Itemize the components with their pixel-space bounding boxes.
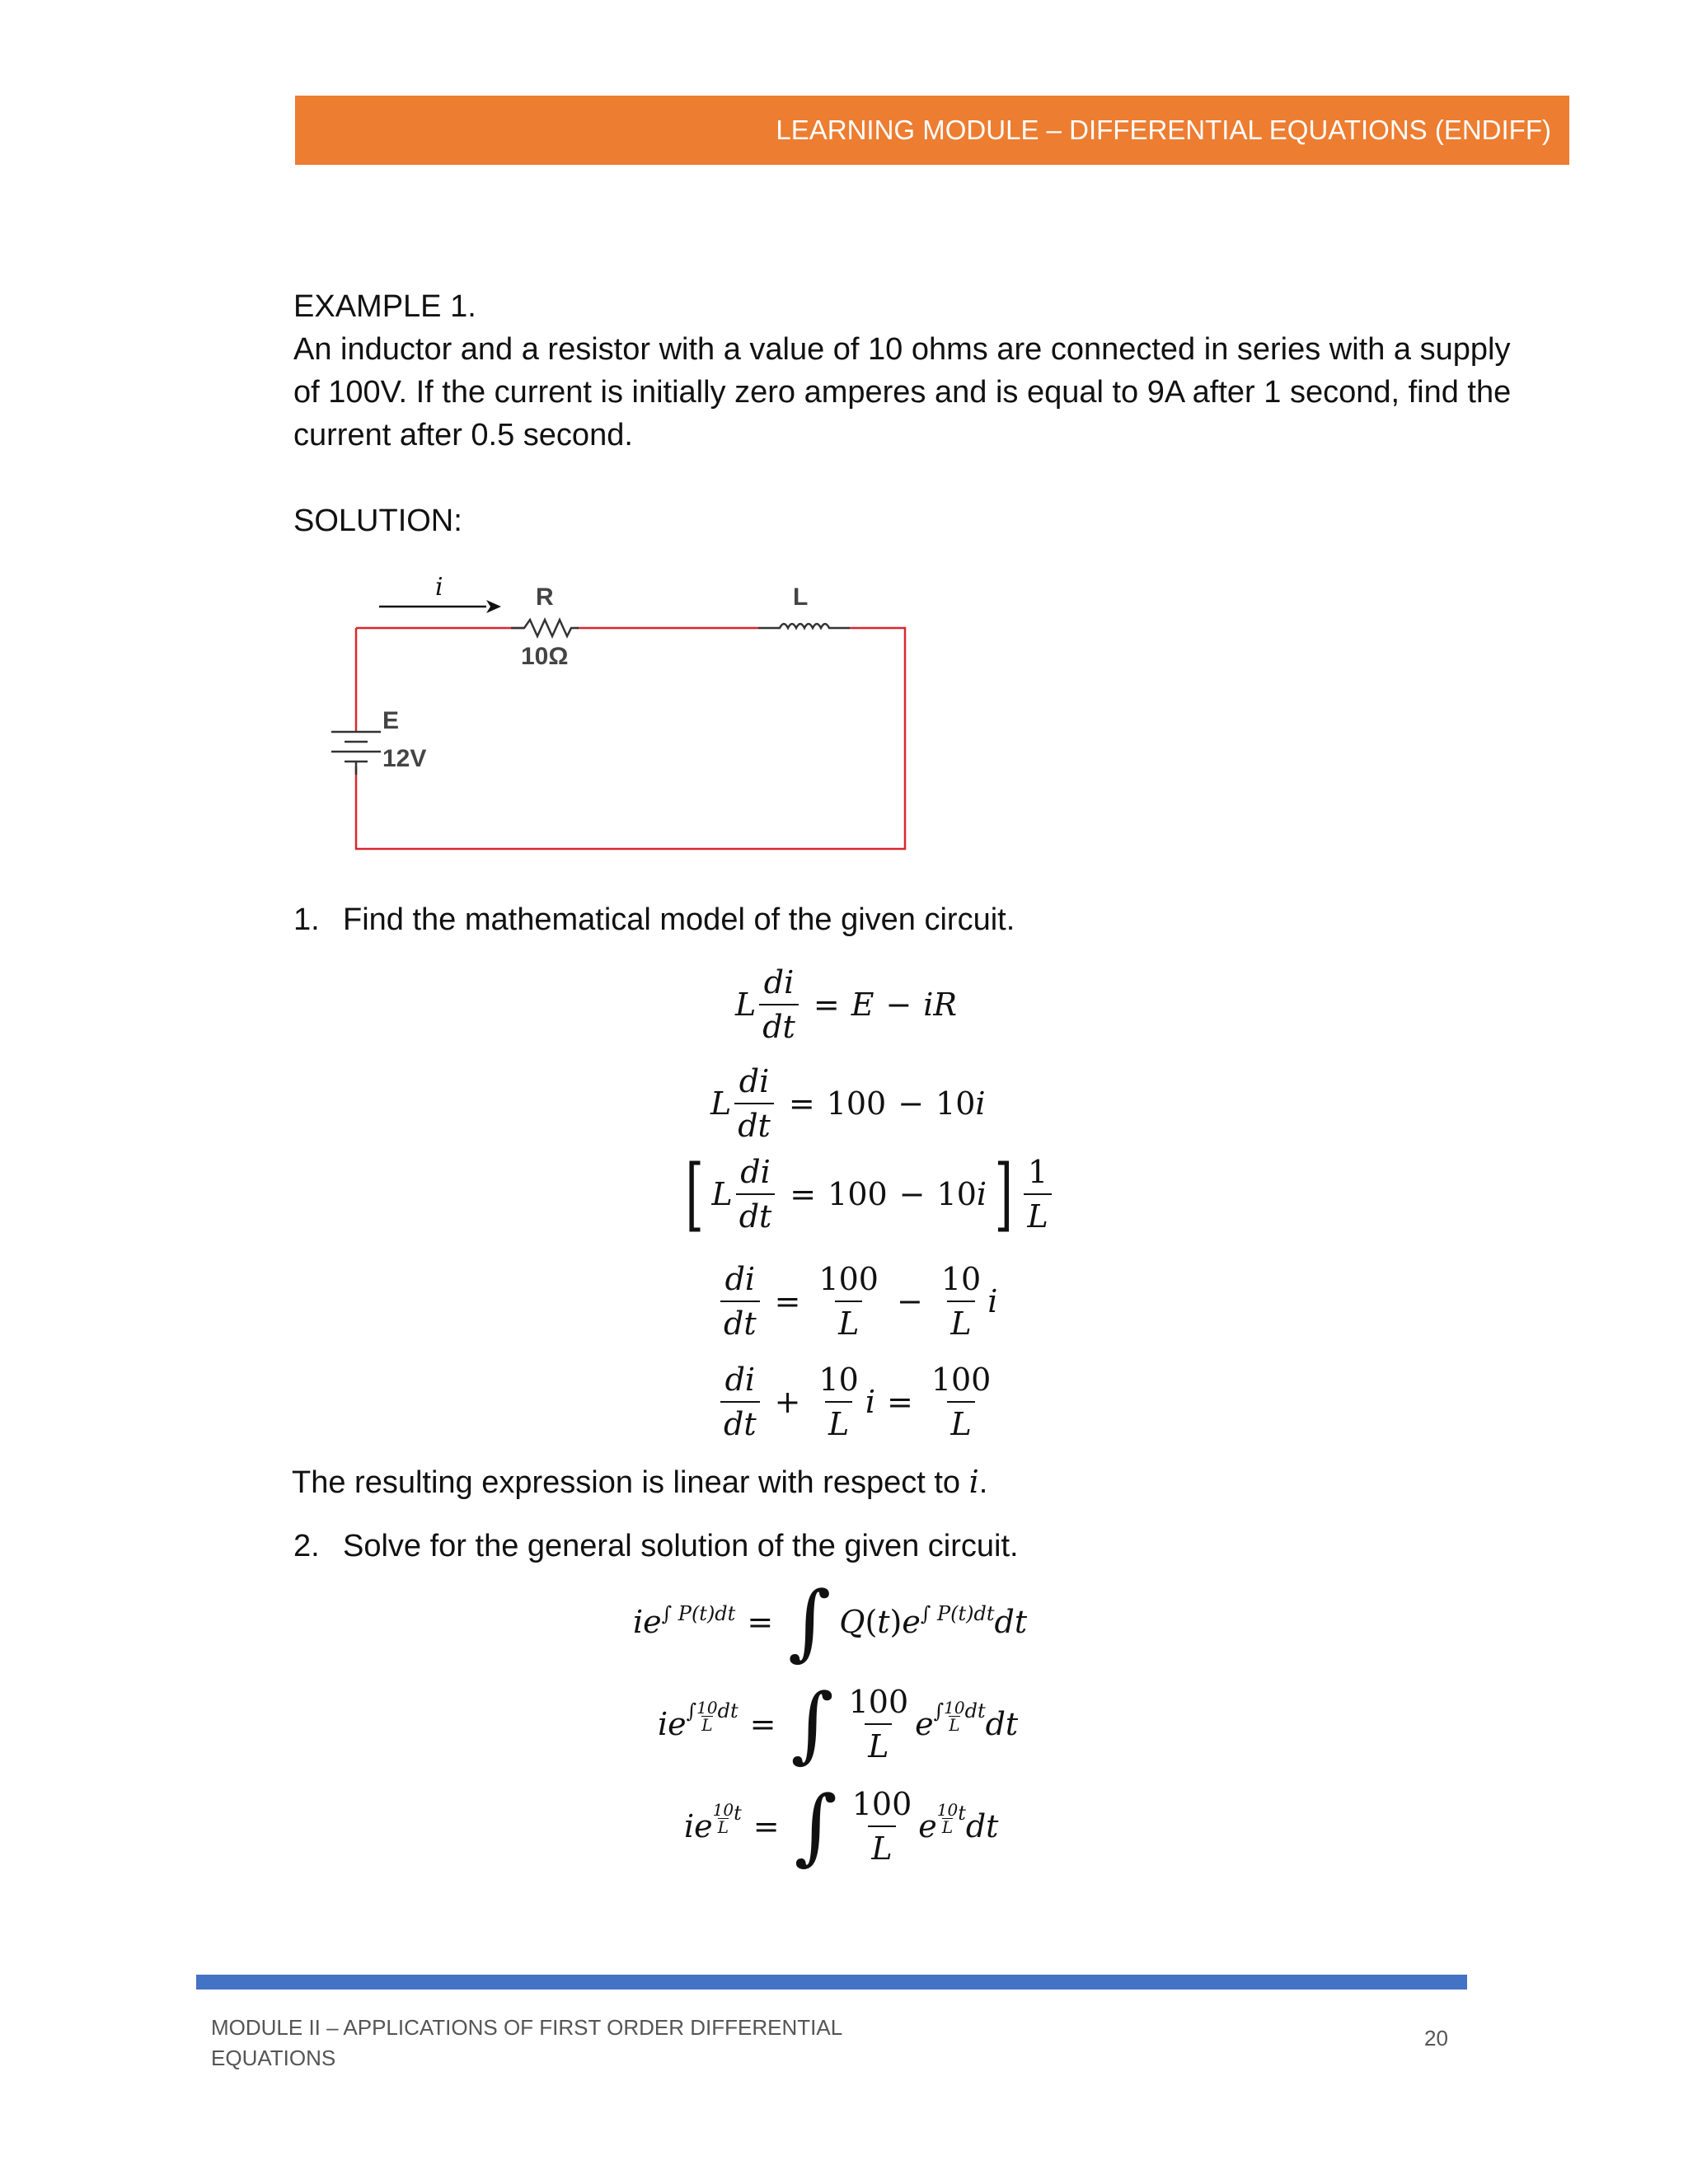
footer-line-1: MODULE II – APPLICATIONS OF FIRST ORDER DIFFERENTIAL bbox=[211, 2015, 843, 2040]
footer-line-2: EQUATIONS bbox=[211, 2046, 336, 2070]
resistor-label: R bbox=[536, 583, 554, 611]
inductor-label: L bbox=[793, 583, 809, 611]
solution-label: SOLUTION: bbox=[293, 504, 462, 538]
step2-text: Solve for the general solution of the given circuit. bbox=[343, 1529, 1019, 1563]
equation-5: $\frac{di}{dt}$ + $\frac{10}{L}$ i = $\frac{100}{L}$ bbox=[717, 1361, 997, 1442]
source-value: 12V bbox=[382, 745, 427, 772]
example-title: EXAMPLE 1. bbox=[293, 289, 476, 324]
step1-text: Find the mathematical model of the given circuit. bbox=[343, 902, 1015, 937]
equation-2: L $\frac{di}{dt}$ = 100 − 10 i bbox=[710, 1063, 986, 1144]
equation-1: L $\frac{di}{dt}$ = E − iR bbox=[735, 964, 958, 1045]
step1-conclusion: The resulting expression is linear with respect to i. bbox=[292, 1464, 988, 1500]
problem-line-3: current after 0.5 second. bbox=[293, 418, 633, 452]
resistor-value: 10Ω bbox=[521, 643, 569, 670]
resistor-symbol bbox=[511, 620, 579, 636]
current-arrow-head bbox=[486, 600, 501, 613]
footer-bar bbox=[196, 1975, 1467, 1990]
header-title: LEARNING MODULE – DIFFERENTIAL EQUATIONS (ENDIFF) bbox=[776, 115, 1551, 145]
footer-module-title bbox=[211, 2013, 870, 2074]
problem-line-2: of 100V. If the current is initially zero amperes and is equal to 9A after 1 second, find the bbox=[293, 375, 1512, 410]
equation-4: $\frac{di}{dt}$ = $\frac{100}{L}$ − $\frac{10}{L}$ i bbox=[717, 1261, 997, 1342]
problem-line-1: An inductor and a resistor with a value of 10 ohms are connected in series with a supply bbox=[293, 332, 1511, 367]
circuit-diagram bbox=[313, 560, 923, 857]
equation-8: ie $^{\frac{10}{L} t}$ = ∫ $\frac{100}{L}$ e $^{\frac{10}{L} t}$ dt bbox=[684, 1778, 999, 1874]
equation-3: [ L $\frac{di}{dt}$ = 100 − 10 i ] $\frac{1}{L}$ bbox=[678, 1154, 1055, 1235]
step2-number: 2. bbox=[293, 1529, 320, 1563]
equation-6: ie $^{\int P(t)dt}$ = ∫ Q ( t ) e $^{\int P(t)dt}$ dt bbox=[633, 1573, 1028, 1670]
circuit-wire bbox=[356, 628, 905, 849]
header-bar bbox=[295, 96, 1569, 165]
source-label: E bbox=[382, 707, 400, 734]
equation-7: ie $^{\int \frac{10}{L} dt}$ = ∫ $\frac{100}{L}$ e $^{\int \frac{10}{L} dt}$ dt bbox=[658, 1675, 1019, 1772]
current-label: i bbox=[435, 573, 443, 602]
inductor-symbol bbox=[758, 624, 850, 628]
step1-number: 1. bbox=[293, 902, 320, 937]
page-number: 20 bbox=[1424, 2026, 1448, 2050]
